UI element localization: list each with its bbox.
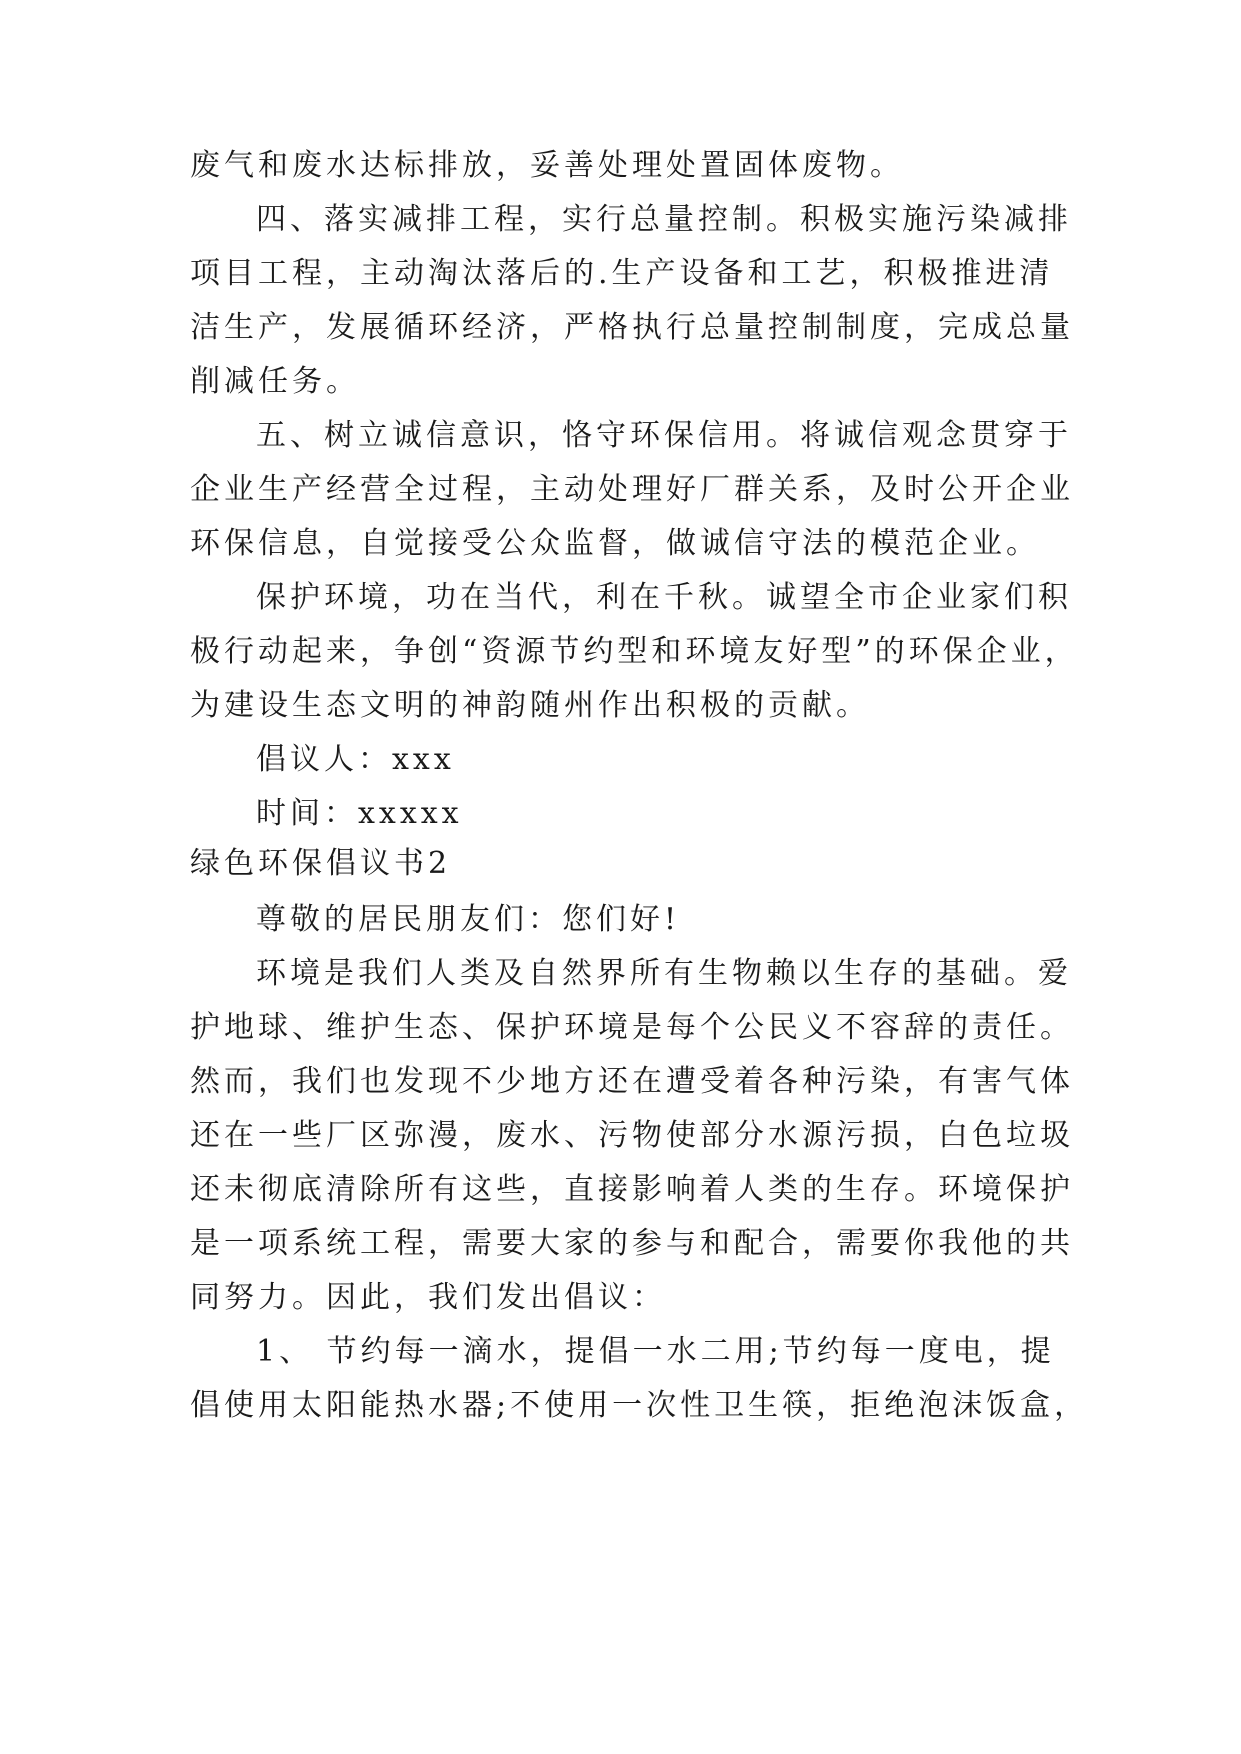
text-line: 削减任务。 (190, 364, 360, 399)
paragraph-start-line: 四、落实减排工程，实行总量控制。积极实施污染减排 (256, 202, 1072, 237)
text-line: 项目工程，主动淘汰落后的.生产设备和工艺，积极推进清 (190, 256, 1054, 291)
text-line: 洁生产，发展循环经济，严格执行总量控制制度，完成总量 (190, 310, 1074, 345)
text-line: 还在一些厂区弥漫，废水、污物使部分水源污损，白色垃圾 (190, 1118, 1074, 1153)
text-line: 企业生产经营全过程，主动处理好厂群关系，及时公开企业 (190, 472, 1074, 507)
text-line: 还未彻底清除所有这些，直接影响着人类的生存。环境保护 (190, 1172, 1074, 1207)
text-line: 为建设生态文明的神韵随州作出积极的贡献。 (190, 688, 870, 723)
paragraph-start-line: 保护环境，功在当代，利在千秋。诚望全市企业家们积 (256, 580, 1072, 615)
list-item-line: 1、 节约每一滴水，提倡一水二用;节约每一度电，提 (256, 1334, 1055, 1369)
text-line: 是一项系统工程，需要大家的参与和配合，需要你我他的共 (190, 1226, 1074, 1261)
text-line: 极行动起来，争创“资源节约型和环境友好型”的环保企业， (190, 634, 1079, 669)
greeting-line: 尊敬的居民朋友们：您们好! (256, 902, 681, 937)
signer-line: 倡议人：xxx (256, 742, 455, 777)
paragraph-start-line: 五、树立诚信意识，恪守环保信用。将诚信观念贯穿于 (256, 418, 1072, 453)
text-line: 废气和废水达标排放，妥善处理处置固体废物。 (190, 148, 904, 183)
text-line: 护地球、维护生态、保护环境是每个公民义不容辞的责任。 (190, 1010, 1074, 1045)
text-line: 同努力。因此，我们发出倡议： (190, 1280, 666, 1315)
section-title: 绿色环保倡议书2 (190, 846, 452, 881)
text-line: 倡使用太阳能热水器;不使用一次性卫生筷，拒绝泡沫饭盒， (190, 1388, 1089, 1423)
paragraph-start-line: 环境是我们人类及自然界所有生物赖以生存的基础。爱 (256, 956, 1072, 991)
date-line: 时间：xxxxx (256, 796, 463, 831)
text-line: 环保信息，自觉接受公众监督，做诚信守法的模范企业。 (190, 526, 1040, 561)
text-line: 然而，我们也发现不少地方还在遭受着各种污染，有害气体 (190, 1064, 1074, 1099)
